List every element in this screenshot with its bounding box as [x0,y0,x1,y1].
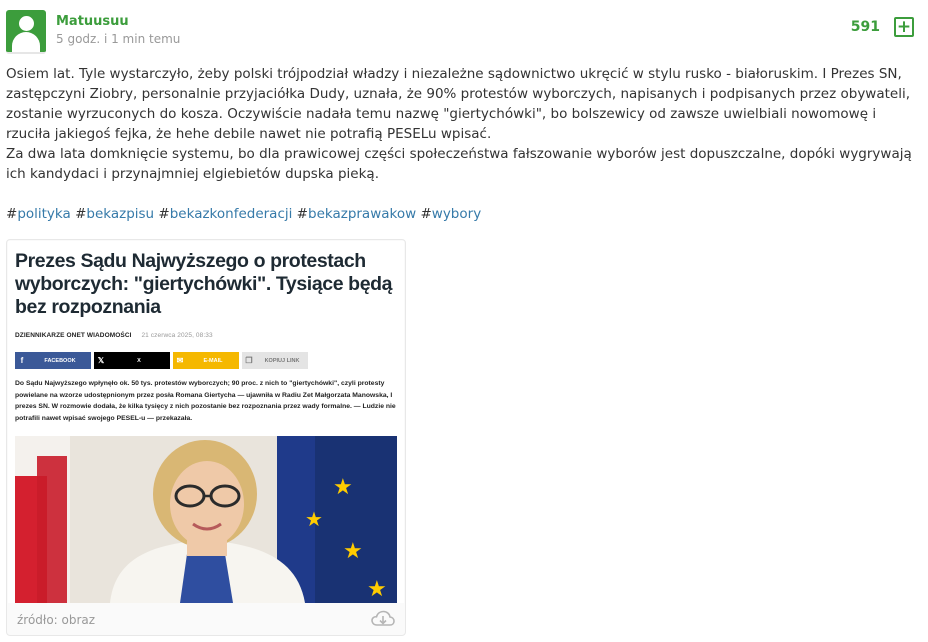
article-author: DZIENNIKARZE ONET WIADOMOŚCI [15,332,132,339]
article-title: Prezes Sądu Najwyższego o protestach wyborczych: "giertychówki". Tysiące będą bez rozpoznania [15,250,393,318]
share-email-label: E-MAIL [203,357,223,364]
copy-link-button [242,352,308,369]
tag-link[interactable]: bekazprawakow [308,206,417,222]
share-email-button [173,352,239,369]
source-label: źródło: obraz [17,613,96,627]
tag-list: #polityka #bekazpisu #bekazkonfederacji #bekazprawakow #wybory [6,206,482,222]
article-photo [15,436,397,603]
entry-paragraph: Osiem lat. Tyle wystarczyło, żeby polski trójpodział władzy i niezależne sądownictwo ukręcić w stylu rusko - białoruskim. I Prezes SN, zastępczyni Ziobry, personalnie przyjaciółka Dudy, uznała, że 90% protestów wyborczych, napisanych i podpisanych przez obywateli, zostanie wyrzuconych do kosza. Oczywiście nadała temu nazwę "giertychówki", bo bolszewicy od zawsze uwielbiali nowomowę i rzuciła jakiegoś fejka, że hehe debile nawet nie potrafią PESELu wpisać. [6,66,911,142]
article-lead: Do Sądu Najwyższego wpłynęło ok. 50 tys. protestów wyborczych; 90 proc. z nich to "giertychówki", czyli protesty powielane na wzorze udostępnionym przez posła Romana Giertycha — ujawniła w Radiu Zet Małgorzata Manowska, I prezes SN. W rozmowie dodała, że kilka tysięcy z nich pozostanie bez rozpoznania przez wady formalne. — Ludzie nie potrafili nawet wpisać swojego PESEL-u — przekazała. [15,380,396,422]
svg-text:★: ★ [305,507,323,531]
tag-link[interactable]: wybory [431,206,482,222]
timestamp[interactable]: 5 godz. i 1 min temu [56,32,181,46]
vote-count: 591 [850,19,880,35]
copy-icon: ❐ [245,356,253,365]
entry-header [6,10,922,54]
tag-link[interactable]: polityka [17,206,71,222]
article-byline [15,332,213,339]
copy-link-label: KOPIUJ LINK [264,357,300,364]
entry-body [6,64,916,184]
svg-text:★: ★ [343,539,363,564]
facebook-icon: f [20,356,24,365]
share-facebook-label: FACEBOOK [44,357,76,364]
cloud-download-icon[interactable] [371,610,395,628]
embed-footer [7,604,405,635]
x-logo-icon: 𝕏 [97,356,105,365]
article-screenshot[interactable] [8,241,404,603]
share-x-label: X [137,357,141,364]
plus-vote-button[interactable]: + [894,17,914,37]
article-date: 21 czerwca 2025, 08:33 [141,332,213,339]
share-facebook-button [15,352,91,369]
tag-link[interactable]: bekazpisu [86,206,155,222]
envelope-icon: ✉ [176,356,184,365]
avatar-head-shape [19,16,34,31]
share-x-button [94,352,170,369]
svg-text:★: ★ [367,577,387,602]
avatar-body-shape [12,32,40,54]
username-link[interactable]: Matuusuu [56,14,129,29]
avatar[interactable] [6,10,46,54]
entry-paragraph: Za dwa lata domknięcie systemu, bo dla prawicowej części społeczeństwa fałszowanie wyborów jest dopuszczalne, dopóki wygrywają ich kandydaci i przynajmniej elgiebietów dupska pieką. [6,146,912,182]
svg-text:★: ★ [333,475,353,500]
embedded-image-card [6,239,406,636]
tag-link[interactable]: bekazkonfederacji [169,206,293,222]
